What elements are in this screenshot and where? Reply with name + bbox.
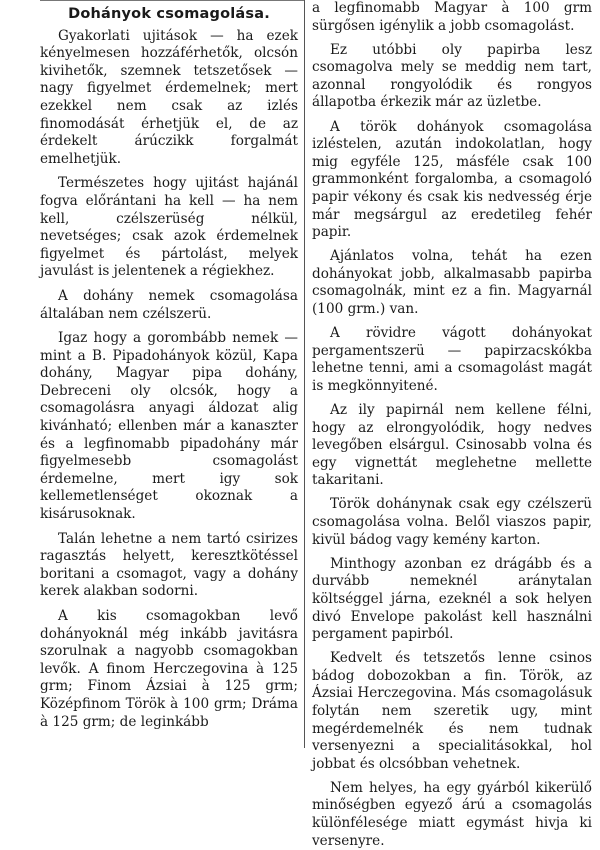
- article-title: Dohányok csomagolása.: [68, 6, 270, 22]
- paragraph: Kedvelt és tetszetős lenne csinos bádog dobozokban a fin. Török, az Ázsiai Herczegovina. Más csomagolásuk folytán nem szeretik ugy, mint megérdemelnék és nem tudnak versenyezni a specialitásokkal, hol jobbat és olcsóbban vehetnek.: [312, 650, 592, 772]
- paragraph: Ez utóbbi oly papirba lesz csomagolva mely se meddig nem tart, azonnal rongyolódik és rongyos állapotba érkezik már az üzletbe.: [312, 41, 592, 111]
- paragraph: Gyakorlati ujitások — ha ezek kényelmesen hozzáférhetők, olcsón kivihetők, szemnek tetszetősek — nagy figyelmet érdemelnek; mert ezekkel nem csak az izlés finomodását érhetjük el, de az érdekelt árúczikk forgalmát emelhetjük.: [40, 27, 298, 167]
- paragraph: A dohány nemek csomagolása általában nem czélszerü.: [40, 287, 298, 322]
- paragraph: A rövidre vágott dohányokat pergamentszerü — papirzacskókba lehetne tenni, ami a csomagolást magát is megkönnyitené.: [312, 325, 592, 394]
- paragraph: Török dohánynak csak egy czélszerü csomagolása volna. Belől viaszos papir, kivül bádog vagy kemény karton.: [312, 496, 592, 548]
- paragraph-continued: a legfinomabb Magyar à 100 grm sürgősen igénylik a jobb csomagolást.: [312, 0, 592, 34]
- paragraph: Természetes hogy ujitást hajánál fogva előrántani ha kell — ha nem kell, czélszerüség nélkül, nevetséges; csak azok érdemelnek figyelmet és pártolást, melyek javulást is jelentenek a régiekhez.: [40, 175, 298, 280]
- paragraph: A török dohányok csomagolása izléstelen, azután indokolatlan, hogy mig egyféle 125, másféle csak 100 grammonként forgalomba, a csomagoló papir vékony és csak kis nedvesség érje már megsárgul az eredetileg fehér papir.: [312, 118, 592, 241]
- left-column: [40, 0, 298, 748]
- column-divider: [304, 0, 305, 748]
- paragraph: Az ily papirnál nem kellene félni, hogy az elrongyolódik, hogy nedves levegőben elsárgul. Csinosabb volna és egy vignettát meglehetne mellette takaritani.: [312, 401, 592, 489]
- paragraph: Igaz hogy a gorombább nemek — mint a B. Pipadohányok közül, Kapa dohány, Magyar pipa dohány, Debreceni oly olcsók, hogy a csomagolásra anyagi áldozat alig kivánható; ellenben már a kanaszter és a legfinomabb pipadohány már figyelmesebb csomagolást érdemelne, mert igy sok kellemetlenséget okoznak a kisárusoknak.: [40, 330, 298, 523]
- paragraph: Nem helyes, ha egy gyárból kikerülő minőségben egyező árú a csomagolás különfélesége miatt egymást hivja ki versenyre.: [312, 779, 592, 849]
- right-column: [312, 0, 592, 849]
- paragraph: Talán lehetne a nem tartó csirizes ragasztás helyett, keresztkötéssel boritani a csomagot, vagy a dohány kerek alakban sodorni.: [40, 530, 298, 600]
- paragraph: A kis csomagokban levő dohányoknál még inkább javitásra szorulnak a nagyobb csomagokban levők. A finom Herczegovina à 125 grm; Finom Ázsiai à 125 grm; Középfinom Török à 100 grm; Dráma à 125 grm; de leginkább: [40, 608, 298, 730]
- paragraph: Ajánlatos volna, tehát ha ezen dohányokat jobb, alkalmasabb papirba csomagolnák, mint ez a fin. Magyarnál (100 grm.) van.: [312, 248, 592, 317]
- paragraph: Minthogy azonban ez drágább és a durvább nemeknél aránytalan költséggel járna, ezeknél a sok helyen divó Envelope pakolást kell használni pergament papirból.: [312, 555, 592, 643]
